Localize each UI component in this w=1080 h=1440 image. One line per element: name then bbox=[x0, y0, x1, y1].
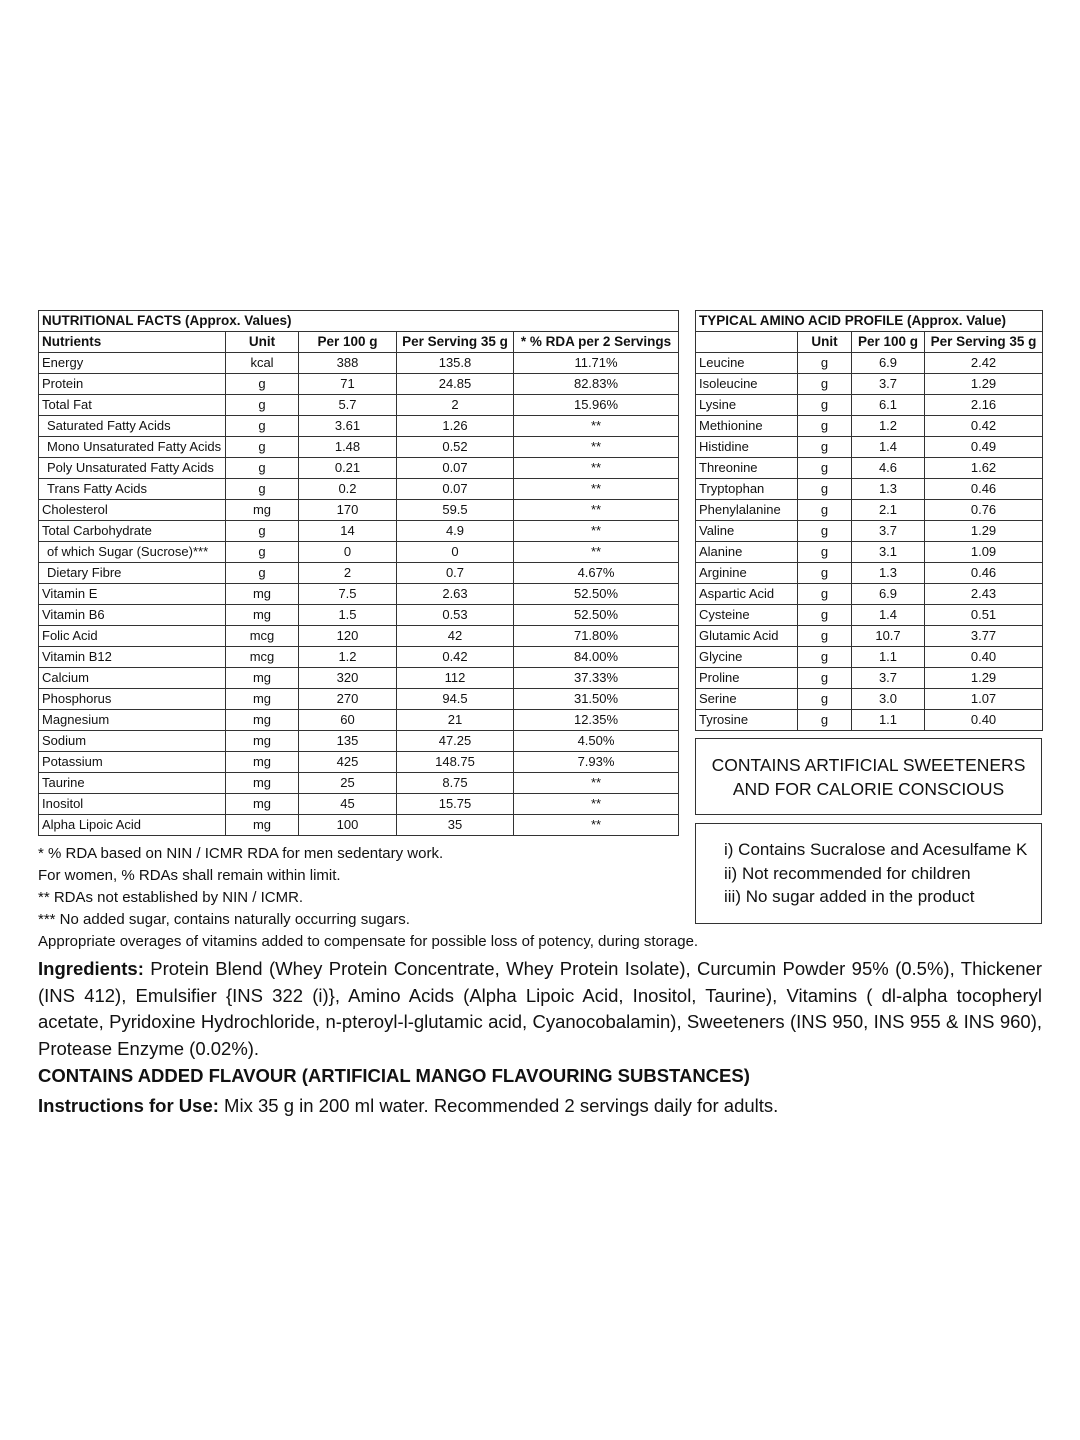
nutrient-rda: 11.71% bbox=[514, 353, 679, 374]
amino-per-100g: 1.3 bbox=[852, 563, 925, 584]
footnote-no-added-sugar: *** No added sugar, contains naturally occurring sugars. bbox=[38, 911, 410, 928]
amino-name: Threonine bbox=[696, 458, 798, 479]
note-item: i) Contains Sucralose and Acesulfame K bbox=[724, 840, 1028, 859]
amino-name: Tryptophan bbox=[696, 479, 798, 500]
footnote-not-established: ** RDAs not established by NIN / ICMR. bbox=[38, 889, 304, 906]
amino-per-100g: 3.7 bbox=[852, 374, 925, 395]
nutrient-name: Potassium bbox=[39, 752, 226, 773]
nutrition-facts-table bbox=[38, 310, 679, 836]
nutrient-row bbox=[39, 752, 679, 773]
nutrient-per-100g: 100 bbox=[299, 815, 397, 836]
amino-unit: g bbox=[798, 584, 852, 605]
amino-unit: g bbox=[798, 689, 852, 710]
amino-row bbox=[696, 521, 1043, 542]
nutrient-per-100g: 71 bbox=[299, 374, 397, 395]
amino-unit: g bbox=[798, 542, 852, 563]
nutrient-unit: mg bbox=[226, 794, 299, 815]
amino-row bbox=[696, 647, 1043, 668]
instructions-label: Instructions for Use: bbox=[38, 1095, 219, 1116]
nutrient-per-serving: 59.5 bbox=[397, 500, 514, 521]
nutrient-per-serving: 0.07 bbox=[397, 479, 514, 500]
nutrient-row bbox=[39, 773, 679, 794]
nutrient-per-100g: 0 bbox=[299, 542, 397, 563]
nutrient-per-100g: 170 bbox=[299, 500, 397, 521]
amino-per-serving: 0.46 bbox=[925, 563, 1043, 584]
amino-per-100g: 3.0 bbox=[852, 689, 925, 710]
nutrient-per-100g: 120 bbox=[299, 626, 397, 647]
nutrient-rda: 31.50% bbox=[514, 689, 679, 710]
nutrient-per-100g: 0.21 bbox=[299, 458, 397, 479]
amino-per-serving: 0.76 bbox=[925, 500, 1043, 521]
amino-caption: TYPICAL AMINO ACID PROFILE (Approx. Value) bbox=[696, 311, 1043, 332]
nutrient-name: Cholesterol bbox=[39, 500, 226, 521]
nutrient-unit: mg bbox=[226, 584, 299, 605]
nutrient-unit: mg bbox=[226, 500, 299, 521]
nutrient-row bbox=[39, 794, 679, 815]
amino-row bbox=[696, 353, 1043, 374]
nutrient-per-serving: 94.5 bbox=[397, 689, 514, 710]
amino-row bbox=[696, 668, 1043, 689]
amino-unit: g bbox=[798, 395, 852, 416]
nutrient-rda: 71.80% bbox=[514, 626, 679, 647]
notes-box bbox=[695, 823, 1042, 924]
amino-per-serving: 1.07 bbox=[925, 689, 1043, 710]
nutrient-unit: mg bbox=[226, 752, 299, 773]
nutrient-rda: 82.83% bbox=[514, 374, 679, 395]
nutrient-name: Vitamin B6 bbox=[39, 605, 226, 626]
nutrient-row bbox=[39, 626, 679, 647]
nutrient-per-100g: 45 bbox=[299, 794, 397, 815]
amino-unit: g bbox=[798, 479, 852, 500]
nutrient-rda: ** bbox=[514, 794, 679, 815]
nutrient-unit: mg bbox=[226, 689, 299, 710]
nutrition-caption: NUTRITIONAL FACTS (Approx. Values) bbox=[39, 311, 679, 332]
nutrient-rda: ** bbox=[514, 815, 679, 836]
nutrient-name: Dietary Fibre bbox=[39, 563, 226, 584]
header-per-100g: Per 100 g bbox=[299, 332, 397, 353]
nutrient-rda: 4.50% bbox=[514, 731, 679, 752]
footnote-overages: Appropriate overages of vitamins added to compensate for possible loss of potency, during storage. bbox=[38, 933, 699, 950]
nutrient-rda: 52.50% bbox=[514, 605, 679, 626]
amino-row bbox=[696, 416, 1043, 437]
nutrient-rda: 37.33% bbox=[514, 668, 679, 689]
amino-per-serving: 2.43 bbox=[925, 584, 1043, 605]
amino-unit: g bbox=[798, 458, 852, 479]
nutrient-per-serving: 2 bbox=[397, 395, 514, 416]
header-rda: * % RDA per 2 Servings bbox=[514, 332, 679, 353]
amino-per-serving: 0.42 bbox=[925, 416, 1043, 437]
nutrient-name: Folic Acid bbox=[39, 626, 226, 647]
nutrient-per-serving: 2.63 bbox=[397, 584, 514, 605]
amino-name: Leucine bbox=[696, 353, 798, 374]
nutrient-unit: mg bbox=[226, 773, 299, 794]
nutrient-row bbox=[39, 479, 679, 500]
nutrient-per-100g: 270 bbox=[299, 689, 397, 710]
amino-per-serving: 0.46 bbox=[925, 479, 1043, 500]
header-per-serving: Per Serving 35 g bbox=[397, 332, 514, 353]
nutrient-unit: g bbox=[226, 395, 299, 416]
nutrient-per-serving: 0.7 bbox=[397, 563, 514, 584]
nutrient-row bbox=[39, 815, 679, 836]
nutrient-name: Vitamin B12 bbox=[39, 647, 226, 668]
amino-per-serving: 3.77 bbox=[925, 626, 1043, 647]
nutrient-rda: 7.93% bbox=[514, 752, 679, 773]
nutrient-unit: kcal bbox=[226, 353, 299, 374]
nutrient-name: Vitamin E bbox=[39, 584, 226, 605]
nutrient-unit: mg bbox=[226, 668, 299, 689]
nutrient-rda: ** bbox=[514, 458, 679, 479]
nutrient-per-serving: 24.85 bbox=[397, 374, 514, 395]
amino-name: Arginine bbox=[696, 563, 798, 584]
nutrient-per-serving: 0.07 bbox=[397, 458, 514, 479]
amino-unit: g bbox=[798, 353, 852, 374]
footnote-rda: * % RDA based on NIN / ICMR RDA for men sedentary work. bbox=[38, 845, 444, 862]
nutrient-per-100g: 1.5 bbox=[299, 605, 397, 626]
amino-per-serving: 1.29 bbox=[925, 521, 1043, 542]
instructions-text: Mix 35 g in 200 ml water. Recommended 2 servings daily for adults. bbox=[218, 1095, 779, 1116]
amino-per-100g: 10.7 bbox=[852, 626, 925, 647]
amino-row bbox=[696, 542, 1043, 563]
amino-per-100g: 4.6 bbox=[852, 458, 925, 479]
nutrient-rda: ** bbox=[514, 521, 679, 542]
nutrient-rda: ** bbox=[514, 416, 679, 437]
nutrient-unit: g bbox=[226, 479, 299, 500]
amino-row bbox=[696, 605, 1043, 626]
nutrient-unit: mg bbox=[226, 605, 299, 626]
amino-row bbox=[696, 584, 1043, 605]
header-amino-per-100g: Per 100 g bbox=[852, 332, 925, 353]
amino-per-serving: 0.51 bbox=[925, 605, 1043, 626]
amino-per-serving: 2.16 bbox=[925, 395, 1043, 416]
footnote-women: For women, % RDAs shall remain within limit. bbox=[38, 867, 341, 884]
amino-name: Serine bbox=[696, 689, 798, 710]
nutrient-unit: mcg bbox=[226, 647, 299, 668]
amino-name: Histidine bbox=[696, 437, 798, 458]
amino-unit: g bbox=[798, 668, 852, 689]
nutrient-row bbox=[39, 710, 679, 731]
nutrient-rda: ** bbox=[514, 542, 679, 563]
amino-per-100g: 6.9 bbox=[852, 353, 925, 374]
nutrient-per-100g: 5.7 bbox=[299, 395, 397, 416]
amino-name: Aspartic Acid bbox=[696, 584, 798, 605]
amino-row bbox=[696, 710, 1043, 731]
amino-per-100g: 3.1 bbox=[852, 542, 925, 563]
nutrient-row bbox=[39, 647, 679, 668]
amino-per-100g: 3.7 bbox=[852, 521, 925, 542]
nutrient-unit: g bbox=[226, 374, 299, 395]
amino-unit: g bbox=[798, 605, 852, 626]
nutrient-per-serving: 1.26 bbox=[397, 416, 514, 437]
nutrient-per-100g: 320 bbox=[299, 668, 397, 689]
nutrient-unit: g bbox=[226, 437, 299, 458]
header-nutrients: Nutrients bbox=[39, 332, 226, 353]
nutrient-unit: g bbox=[226, 416, 299, 437]
nutrient-row bbox=[39, 584, 679, 605]
amino-per-100g: 2.1 bbox=[852, 500, 925, 521]
nutrient-unit: mcg bbox=[226, 626, 299, 647]
header-amino-name bbox=[696, 332, 798, 353]
amino-row bbox=[696, 626, 1043, 647]
nutrient-per-serving: 47.25 bbox=[397, 731, 514, 752]
nutrient-per-100g: 14 bbox=[299, 521, 397, 542]
instructions-line bbox=[38, 1095, 778, 1117]
nutrient-row bbox=[39, 563, 679, 584]
amino-name: Glycine bbox=[696, 647, 798, 668]
amino-name: Tyrosine bbox=[696, 710, 798, 731]
nutrient-per-100g: 2 bbox=[299, 563, 397, 584]
nutrient-unit: mg bbox=[226, 710, 299, 731]
nutrient-unit: g bbox=[226, 563, 299, 584]
nutrient-rda: ** bbox=[514, 437, 679, 458]
flavour-statement: CONTAINS ADDED FLAVOUR (ARTIFICIAL MANGO FLAVOURING SUBSTANCES) bbox=[38, 1065, 750, 1086]
amino-row bbox=[696, 563, 1043, 584]
amino-unit: g bbox=[798, 626, 852, 647]
amino-row bbox=[696, 374, 1043, 395]
nutrient-per-serving: 0.53 bbox=[397, 605, 514, 626]
nutrient-per-serving: 15.75 bbox=[397, 794, 514, 815]
nutrient-name: of which Sugar (Sucrose)*** bbox=[39, 542, 226, 563]
nutrient-row bbox=[39, 458, 679, 479]
note-item: iii) No sugar added in the product bbox=[724, 887, 975, 906]
nutrient-row bbox=[39, 437, 679, 458]
nutrient-row bbox=[39, 353, 679, 374]
nutrient-name: Mono Unsaturated Fatty Acids bbox=[39, 437, 226, 458]
amino-name: Isoleucine bbox=[696, 374, 798, 395]
nutrient-name: Phosphorus bbox=[39, 689, 226, 710]
amino-name: Lysine bbox=[696, 395, 798, 416]
ingredients-paragraph bbox=[38, 956, 1042, 1062]
amino-per-serving: 1.29 bbox=[925, 668, 1043, 689]
amino-per-serving: 2.42 bbox=[925, 353, 1043, 374]
amino-unit: g bbox=[798, 437, 852, 458]
amino-per-serving: 0.49 bbox=[925, 437, 1043, 458]
amino-per-serving: 0.40 bbox=[925, 710, 1043, 731]
amino-per-100g: 6.1 bbox=[852, 395, 925, 416]
nutrient-rda: ** bbox=[514, 773, 679, 794]
sweetener-warning-box bbox=[695, 738, 1042, 815]
header-unit: Unit bbox=[226, 332, 299, 353]
amino-row bbox=[696, 395, 1043, 416]
nutrient-unit: g bbox=[226, 542, 299, 563]
nutrient-row bbox=[39, 689, 679, 710]
nutrient-per-serving: 8.75 bbox=[397, 773, 514, 794]
nutrient-per-100g: 135 bbox=[299, 731, 397, 752]
nutrient-name: Total Fat bbox=[39, 395, 226, 416]
amino-per-serving: 0.40 bbox=[925, 647, 1043, 668]
amino-unit: g bbox=[798, 563, 852, 584]
nutrient-name: Poly Unsaturated Fatty Acids bbox=[39, 458, 226, 479]
nutrient-unit: g bbox=[226, 458, 299, 479]
nutrient-name: Total Carbohydrate bbox=[39, 521, 226, 542]
nutrient-name: Sodium bbox=[39, 731, 226, 752]
nutrient-row bbox=[39, 542, 679, 563]
nutrient-name: Energy bbox=[39, 353, 226, 374]
amino-per-100g: 1.2 bbox=[852, 416, 925, 437]
nutrient-name: Alpha Lipoic Acid bbox=[39, 815, 226, 836]
amino-per-100g: 3.7 bbox=[852, 668, 925, 689]
nutrient-row bbox=[39, 605, 679, 626]
amino-per-serving: 1.62 bbox=[925, 458, 1043, 479]
nutrient-per-serving: 35 bbox=[397, 815, 514, 836]
nutrient-per-100g: 7.5 bbox=[299, 584, 397, 605]
amino-name: Phenylalanine bbox=[696, 500, 798, 521]
nutrient-per-100g: 3.61 bbox=[299, 416, 397, 437]
sweetener-warning-text: CONTAINS ARTIFICIAL SWEETENERS AND FOR CALORIE CONSCIOUS bbox=[711, 754, 1026, 799]
amino-per-serving: 1.09 bbox=[925, 542, 1043, 563]
nutrient-row bbox=[39, 668, 679, 689]
amino-unit: g bbox=[798, 647, 852, 668]
nutrient-per-100g: 1.2 bbox=[299, 647, 397, 668]
amino-row bbox=[696, 500, 1043, 521]
amino-acid-table bbox=[695, 310, 1043, 731]
amino-per-serving: 1.29 bbox=[925, 374, 1043, 395]
nutrient-row bbox=[39, 500, 679, 521]
amino-per-100g: 1.1 bbox=[852, 647, 925, 668]
nutrient-per-serving: 135.8 bbox=[397, 353, 514, 374]
nutrient-per-100g: 425 bbox=[299, 752, 397, 773]
amino-unit: g bbox=[798, 374, 852, 395]
nutrient-name: Inositol bbox=[39, 794, 226, 815]
nutrient-per-serving: 148.75 bbox=[397, 752, 514, 773]
nutrient-name: Saturated Fatty Acids bbox=[39, 416, 226, 437]
nutrient-per-serving: 112 bbox=[397, 668, 514, 689]
nutrient-row bbox=[39, 416, 679, 437]
nutrient-rda: ** bbox=[514, 479, 679, 500]
note-item: ii) Not recommended for children bbox=[724, 863, 971, 883]
ingredients-text: Protein Blend (Whey Protein Concentrate, Whey Protein Isolate), Curcumin Powder 95% (0.5%), Thickener (INS 412), Emulsifier {INS 322 (i)}, Amino Acids (Alpha Lipoic Acid, Inositol, Taurine), Vitamins ( dl-alpha tocopheryl acetate, Pyridoxine Hydrochloride, n-pteroyl-l-glutamic acid, Cyanocobalamin), Sweeteners (INS 950, INS 955 & INS 960), Protease Enzyme (0.02%). bbox=[38, 958, 1042, 1059]
nutrient-per-serving: 21 bbox=[397, 710, 514, 731]
nutrient-name: Calcium bbox=[39, 668, 226, 689]
nutrient-rda: 84.00% bbox=[514, 647, 679, 668]
amino-row bbox=[696, 437, 1043, 458]
nutrient-rda: ** bbox=[514, 500, 679, 521]
amino-name: Glutamic Acid bbox=[696, 626, 798, 647]
ingredients-label: Ingredients: bbox=[38, 958, 144, 979]
amino-row bbox=[696, 458, 1043, 479]
amino-name: Valine bbox=[696, 521, 798, 542]
nutrient-per-serving: 0.52 bbox=[397, 437, 514, 458]
nutrient-name: Magnesium bbox=[39, 710, 226, 731]
amino-name: Methionine bbox=[696, 416, 798, 437]
nutrient-per-100g: 25 bbox=[299, 773, 397, 794]
nutrient-unit: mg bbox=[226, 815, 299, 836]
amino-per-100g: 1.4 bbox=[852, 605, 925, 626]
amino-name: Proline bbox=[696, 668, 798, 689]
nutrient-per-100g: 388 bbox=[299, 353, 397, 374]
nutrient-name: Taurine bbox=[39, 773, 226, 794]
nutrient-rda: 12.35% bbox=[514, 710, 679, 731]
nutrient-per-100g: 0.2 bbox=[299, 479, 397, 500]
nutrient-per-serving: 42 bbox=[397, 626, 514, 647]
nutrient-name: Protein bbox=[39, 374, 226, 395]
nutrient-row bbox=[39, 374, 679, 395]
nutrient-row bbox=[39, 521, 679, 542]
nutrient-rda: 4.67% bbox=[514, 563, 679, 584]
amino-name: Cysteine bbox=[696, 605, 798, 626]
amino-per-100g: 6.9 bbox=[852, 584, 925, 605]
nutrient-per-serving: 4.9 bbox=[397, 521, 514, 542]
amino-per-100g: 1.4 bbox=[852, 437, 925, 458]
header-amino-unit: Unit bbox=[798, 332, 852, 353]
amino-per-100g: 1.1 bbox=[852, 710, 925, 731]
nutrient-rda: 15.96% bbox=[514, 395, 679, 416]
nutrient-name: Trans Fatty Acids bbox=[39, 479, 226, 500]
amino-unit: g bbox=[798, 521, 852, 542]
nutrient-rda: 52.50% bbox=[514, 584, 679, 605]
nutrient-unit: mg bbox=[226, 731, 299, 752]
amino-per-100g: 1.3 bbox=[852, 479, 925, 500]
nutrient-per-serving: 0.42 bbox=[397, 647, 514, 668]
nutrient-row bbox=[39, 731, 679, 752]
amino-name: Alanine bbox=[696, 542, 798, 563]
nutrient-per-100g: 1.48 bbox=[299, 437, 397, 458]
nutrient-unit: g bbox=[226, 521, 299, 542]
amino-row bbox=[696, 689, 1043, 710]
nutrient-per-100g: 60 bbox=[299, 710, 397, 731]
nutrient-per-serving: 0 bbox=[397, 542, 514, 563]
nutrient-row bbox=[39, 395, 679, 416]
amino-unit: g bbox=[798, 710, 852, 731]
amino-row bbox=[696, 479, 1043, 500]
header-amino-per-serving: Per Serving 35 g bbox=[925, 332, 1043, 353]
amino-unit: g bbox=[798, 500, 852, 521]
amino-unit: g bbox=[798, 416, 852, 437]
